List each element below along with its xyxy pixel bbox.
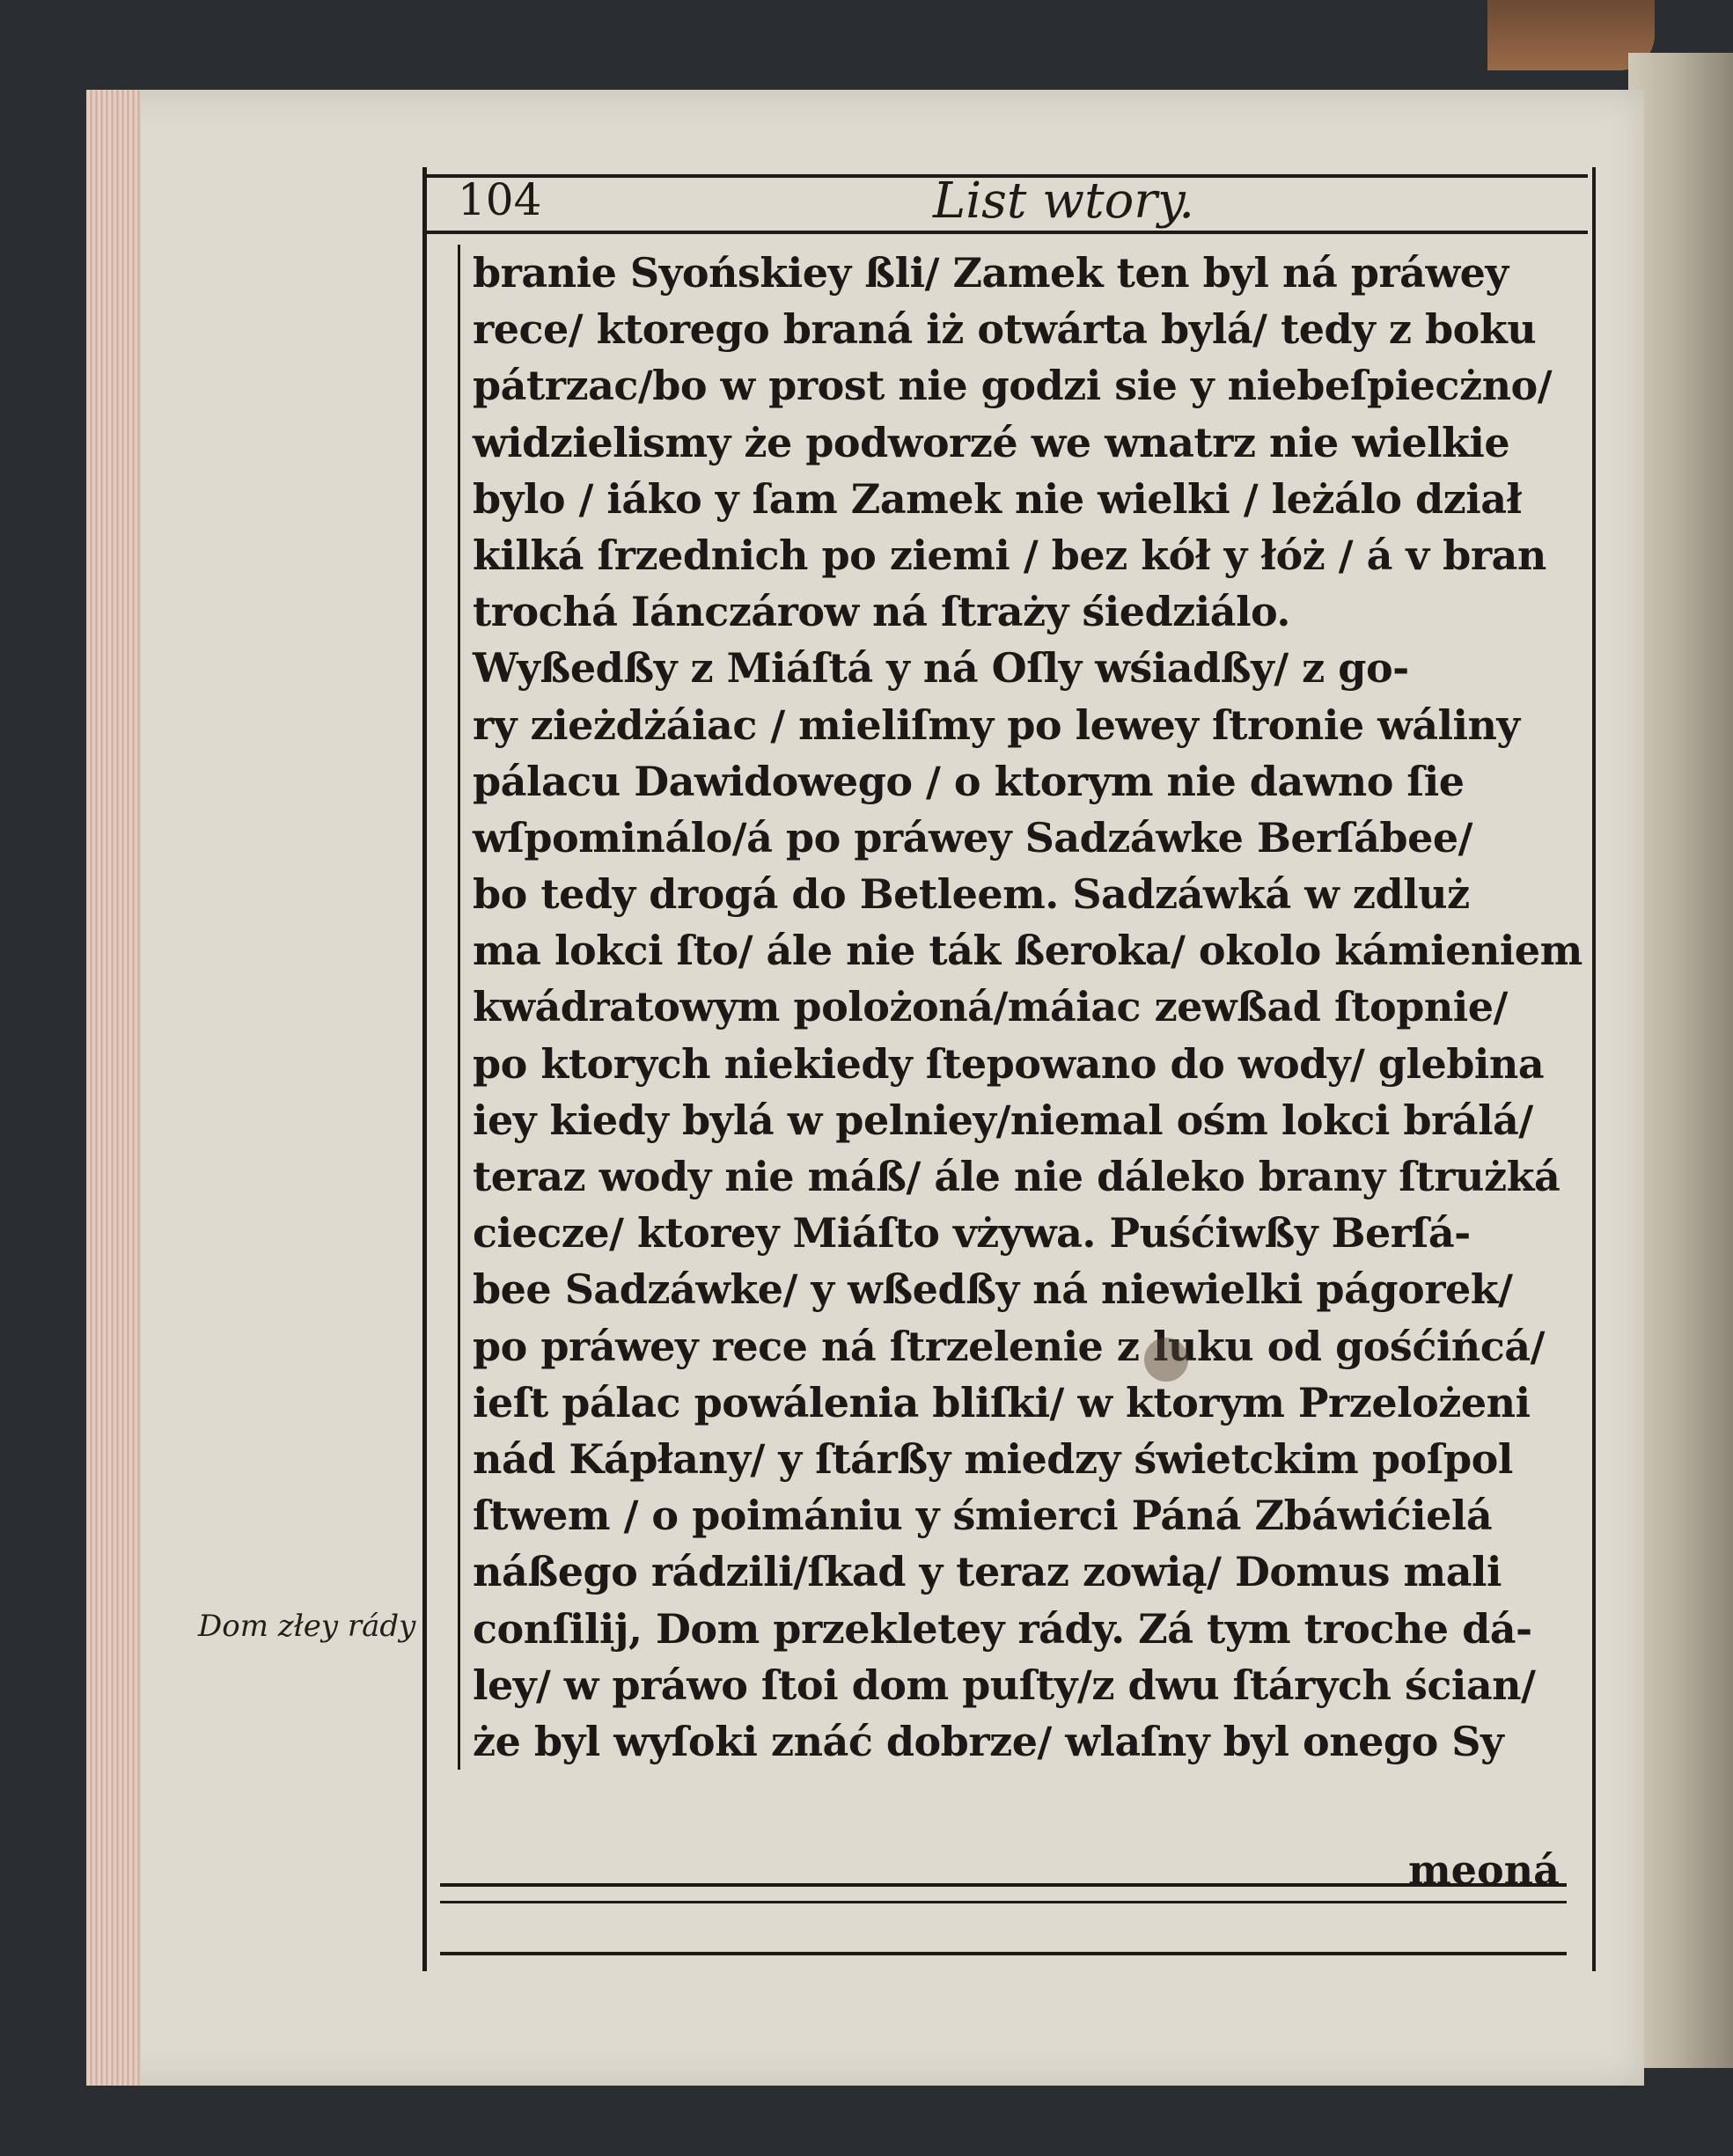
text-line: bylo / iáko y ſam Zamek nie wielki / leżálo dział: [473, 474, 1522, 523]
text-line: pálacu Dawidowego / o ktorym nie dawno ſie: [473, 757, 1465, 805]
text-line: po ktorych niekiedy ſtepowano do wody/ glebina: [473, 1039, 1545, 1088]
text-line: teraz wody nie máß/ ále nie dáleko brany ſtrużká: [473, 1153, 1560, 1200]
text-line: ieſt pálac powálenia bliſki/ w ktorym Przelożeni: [473, 1378, 1531, 1426]
text-line: pátrzac/bo w prost nie godzi sie y niebeſpiecżno/: [473, 362, 1552, 410]
text-line: bo tedy drogá do Betleem. Sadzáwká w zdluż: [473, 870, 1470, 919]
bottom-rule: [440, 1952, 1567, 1955]
text-line: ry zieżdżáiac / mieliſmy po lewey ſtronie wáliny: [473, 700, 1520, 749]
text-line: iey kiedy bylá w pelniey/niemal ośm lokci brálá/: [473, 1096, 1533, 1144]
footer-rule: [440, 1883, 1567, 1887]
running-head: List wtory.: [933, 172, 1195, 230]
page-fore-edge: [86, 90, 141, 2086]
marginal-note: Dom złey rády: [198, 1609, 416, 1644]
footer-rule-secondary: [440, 1901, 1567, 1903]
text-line: Wyßedßy z Miáſtá y ná Oſly wśiadßy/ z go-: [473, 644, 1409, 693]
page-number: 104: [458, 174, 542, 225]
text-line: ciecze/ ktorey Miáſto vżywa. Puśćiwßy Berſá-: [473, 1209, 1471, 1258]
header-rule-bottom: [422, 231, 1588, 234]
body-text: [458, 245, 1582, 1770]
ink-stain: [1144, 1338, 1188, 1382]
text-line: branie Syońskiey ßli/ Zamek ten byl ná práwey: [473, 249, 1509, 297]
text-line: nád Kápłany/ y ſtárßy miedzy świetckim poſpol: [473, 1434, 1513, 1483]
text-line: kilká ſrzednich po ziemi / bez kół y łóż / á v bran: [473, 531, 1546, 579]
text-line: náßego rádzili/ſkad y teraz zowią/ Domus mali: [473, 1548, 1502, 1596]
text-line: ma lokci ſto/ ále nie ták ßeroka/ okolo kámieniem: [473, 927, 1582, 975]
text-line: conſilij, Dom przekletey rády. Zá tym troche dá-: [473, 1604, 1532, 1653]
text-line: bee Sadzáwke/ y wßedßy ná niewielki págorek/: [473, 1265, 1513, 1314]
catchword: meoná: [1408, 1846, 1560, 1894]
text-line: rece/ ktorego braná iż otwárta bylá/ tedy z boku: [473, 305, 1537, 354]
text-line: ley/ w práwo ſtoi dom puſty/z dwu ſtárych ścian/: [473, 1661, 1536, 1709]
text-line: widzielismy że podworzé we wnatrz nie wielkie: [473, 418, 1510, 466]
text-line: wſpominálo/á po práwey Sadzáwke Berſábee/: [473, 813, 1472, 862]
text-line: ſtwem / o poimániu y śmierci Páná Zbáwićielá: [473, 1492, 1493, 1540]
text-line: trochá Iánczárow ná ſtraży śiedziálo.: [473, 588, 1290, 636]
text-line: po práwey rece ná ſtrzelenie z luku od gośćińcá/: [473, 1322, 1545, 1370]
text-line: kwádratowym polożoná/máiac zewßad ſtopnie/: [473, 983, 1508, 1031]
text-line: że byl wyſoki znáć dobrze/ wlaſny byl onego Sy: [473, 1717, 1504, 1765]
